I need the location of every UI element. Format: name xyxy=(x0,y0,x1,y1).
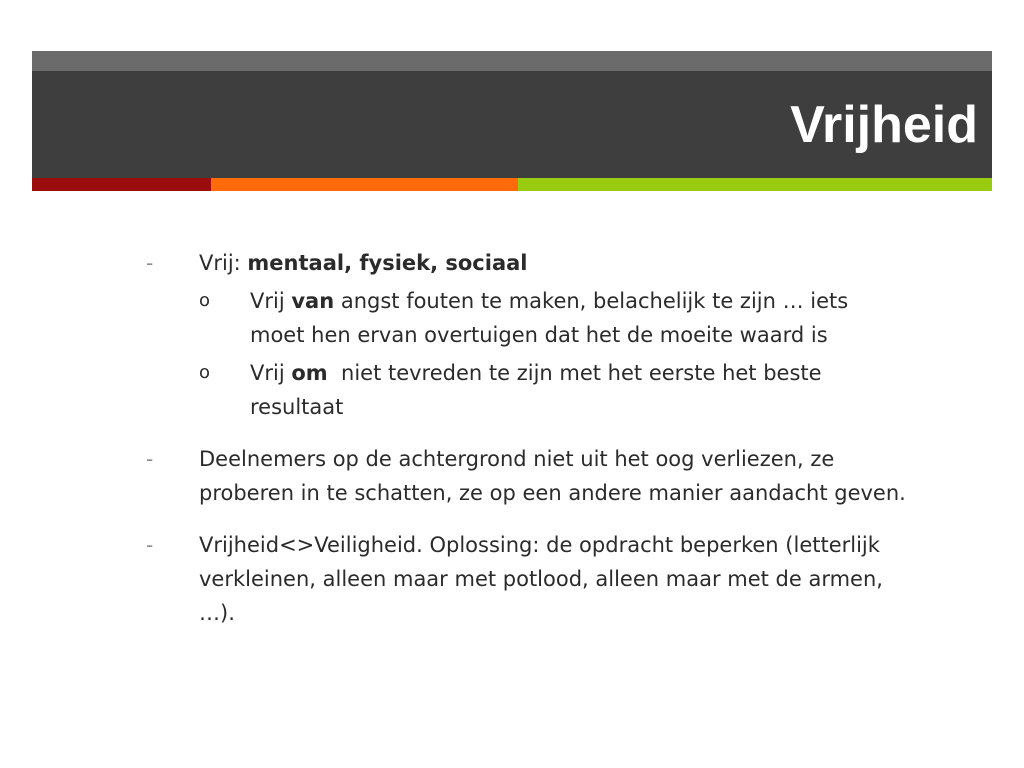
bullet-text: Vrijheid<>Veiligheid. Oplossing: de opdracht beperken (letterlijk verkleinen, alleen maar met potlood, alleen maar met de armen, …). xyxy=(199,533,883,625)
accent-segment-green xyxy=(518,178,992,191)
sub-bullet-post: angst fouten te maken, belachelijk te zijn … iets moet hen ervan overtuigen dat het de moeite waard is xyxy=(250,289,855,347)
dash-bullet-marker: - xyxy=(146,533,154,557)
dash-bullet-marker: - xyxy=(146,447,154,471)
title-header xyxy=(32,71,992,178)
bullet-prefix: Vrij: xyxy=(199,251,248,275)
bullet-text xyxy=(199,251,528,275)
bullet-text: Deelnemers op de achtergrond niet uit het oog verliezen, ze proberen in te schatten, ze op een andere manier aandacht geven. xyxy=(199,447,906,505)
sub-bullet-item xyxy=(199,356,906,424)
bullet-item xyxy=(146,246,906,424)
slide-body xyxy=(146,246,906,648)
bullet-item xyxy=(146,442,906,510)
sub-bullet-pre: Vrij xyxy=(250,289,292,313)
sub-bullet-item xyxy=(199,284,906,352)
circle-bullet-marker: o xyxy=(199,362,211,383)
sub-bullet-bold: om xyxy=(291,361,328,385)
slide-title: Vrijheid xyxy=(790,96,978,154)
sub-bullet-pre: Vrij xyxy=(250,361,292,385)
sub-bullet-post: niet tevreden te zijn met het eerste het beste resultaat xyxy=(250,361,829,419)
accent-bar xyxy=(32,178,992,191)
sub-bullet-bold: van xyxy=(291,289,335,313)
accent-segment-orange xyxy=(211,178,518,191)
circle-bullet-marker: o xyxy=(199,290,211,311)
sub-bullet-list xyxy=(199,284,906,424)
bullet-bold-text: mentaal, fysiek, sociaal xyxy=(247,251,528,275)
dash-bullet-marker: - xyxy=(146,251,154,275)
bullet-item xyxy=(146,528,906,630)
header-top-strip xyxy=(32,51,992,71)
accent-segment-red xyxy=(32,178,211,191)
